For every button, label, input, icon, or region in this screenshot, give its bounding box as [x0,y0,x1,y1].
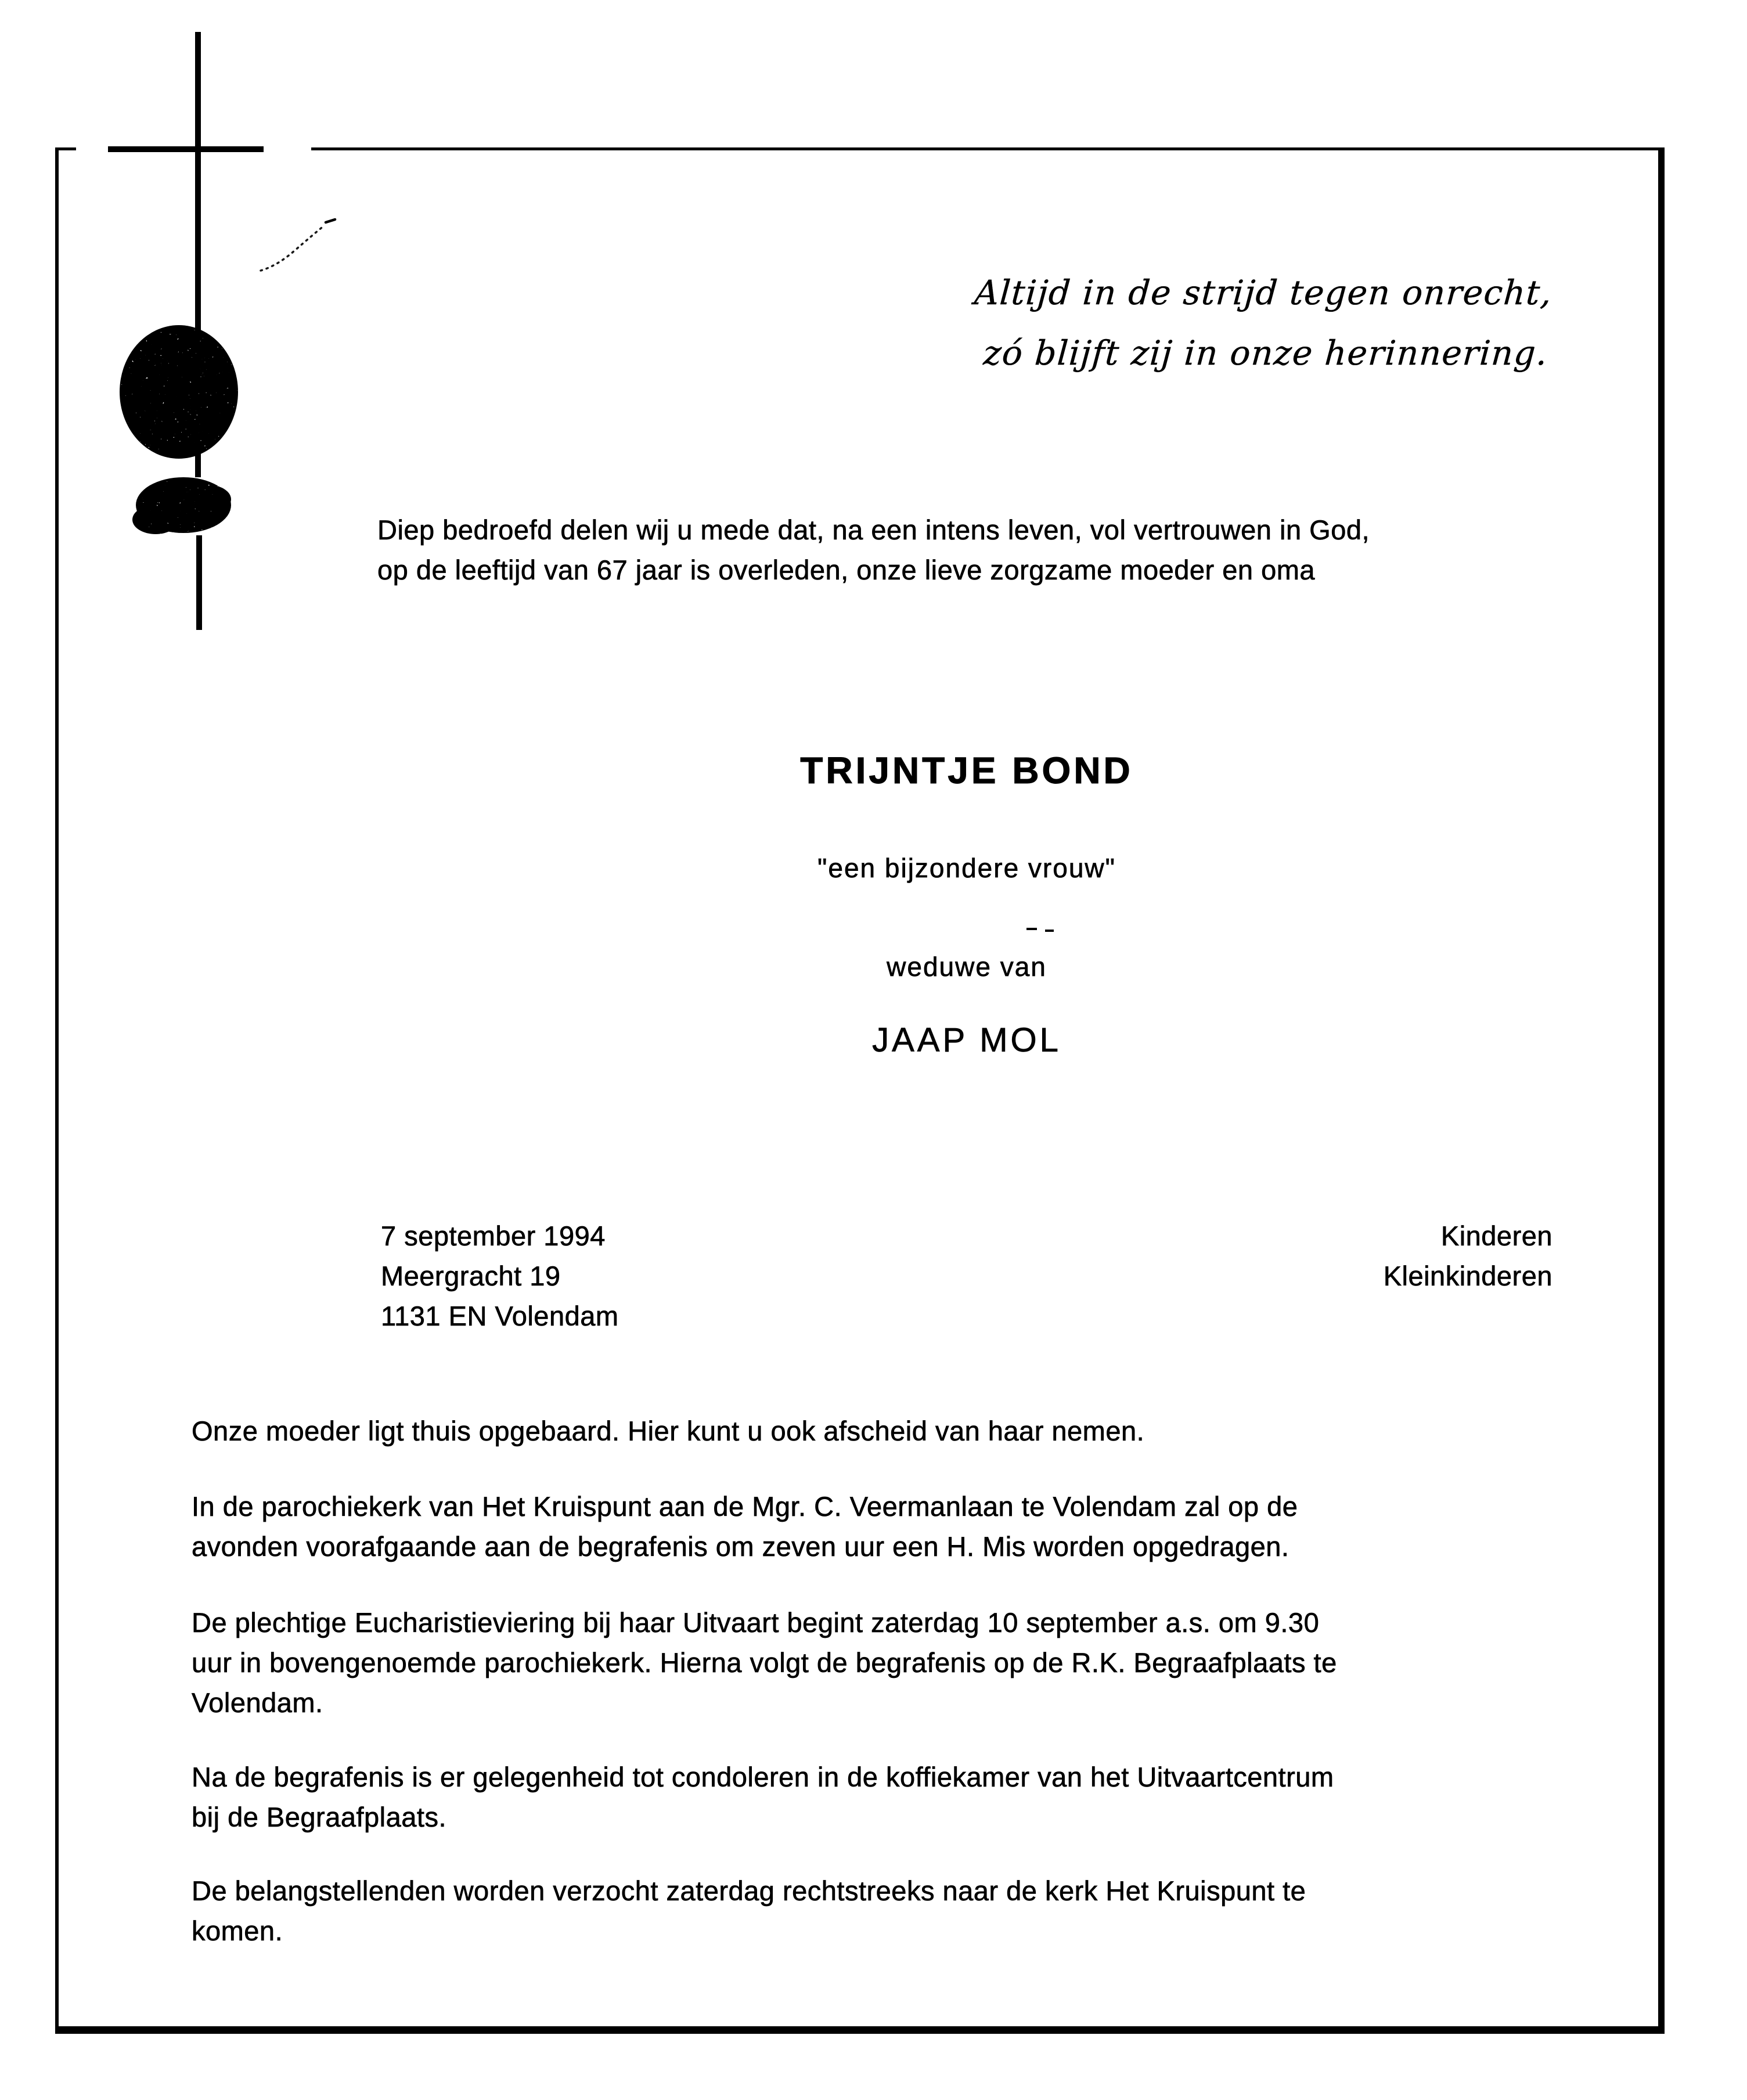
memorial-cross-stem [195,32,201,341]
address-street: Meergracht 19 [381,1260,561,1291]
paragraph-line: Onze moeder ligt thuis opgebaard. Hier kunt u ook afscheid van haar nemen. [192,1415,1145,1446]
memorial-cross-icon [108,146,264,152]
paragraph-condolences [192,1757,1334,1837]
paragraph-directions [192,1871,1306,1951]
deceased-epithet: "een bijzondere vrouw" [817,853,1116,883]
deceased-name: TRIJNTJE BOND [800,750,1133,791]
paragraph-line: avonden voorafgaande aan de begrafenis om zeven uur een H. Mis worden opgedragen. [192,1531,1289,1562]
paragraph-line: uur in bovengenoemde parochiekerk. Hierna volgt de begrafenis op de R.K. Begraafplaats te [192,1647,1337,1678]
flower-smudge-icon [115,319,246,540]
card-frame-left-border [55,147,59,2034]
relation-label: weduwe van [887,952,1047,982]
memorial-quote-line: Altijd in de strijd tegen onrecht, [973,273,1554,312]
paragraph-lying-in-state [192,1411,1144,1451]
paragraph-line: Volendam. [192,1687,323,1718]
scan-artifact-marks [1026,927,1061,934]
paragraph-line: bij de Begraafplaats. [192,1802,447,1832]
address-postal-city: 1131 EN Volendam [381,1301,619,1331]
paragraph-line: De belangstellenden worden verzocht zaterdag rechtstreeks naar de kerk Het Kruispunt te [192,1875,1306,1906]
paragraph-funeral-service [192,1602,1337,1723]
announcement-line: op de leeftijd van 67 jaar is overleden, onze lieve zorgzame moeder en oma [377,554,1316,585]
memorial-quote [968,262,1554,383]
paragraph-line: Na de begrafenis is er gelegenheid tot condoleren in de koffiekamer van het Uitvaartcentrum [192,1762,1334,1792]
announcement-line: Diep bedroefd delen wij u mede dat, na een intens leven, vol vertrouwen in God, [377,514,1370,545]
memorial-cross-stem [196,535,202,630]
card-frame-right-border [1658,147,1665,2034]
spouse-name: JAAP MOL [872,1021,1061,1059]
announcement-intro [377,510,1370,590]
signatory-children: Kinderen [1440,1220,1553,1251]
memorial-quote-line: zó blijft zij in onze herinnering. [982,333,1550,373]
signatories-block [1384,1216,1553,1296]
paragraph-line: komen. [192,1915,283,1946]
paragraph-mass-evenings [192,1486,1298,1566]
paragraph-line: De plechtige Eucharistieviering bij haar Uitvaart begint zaterdag 10 september a.s. om 9.30 [192,1607,1320,1638]
death-date: 7 september 1994 [381,1220,606,1251]
card-frame-bottom-border [55,2026,1665,2034]
card-frame-top-border [311,147,1662,150]
ink-squiggle-icon [253,215,343,279]
paragraph-line: In de parochiekerk van Het Kruispunt aan de Mgr. C. Veermanlaan te Volendam zal op de [192,1491,1298,1522]
signatory-grandchildren: Kleinkinderen [1383,1260,1553,1291]
date-address-block [381,1216,619,1336]
